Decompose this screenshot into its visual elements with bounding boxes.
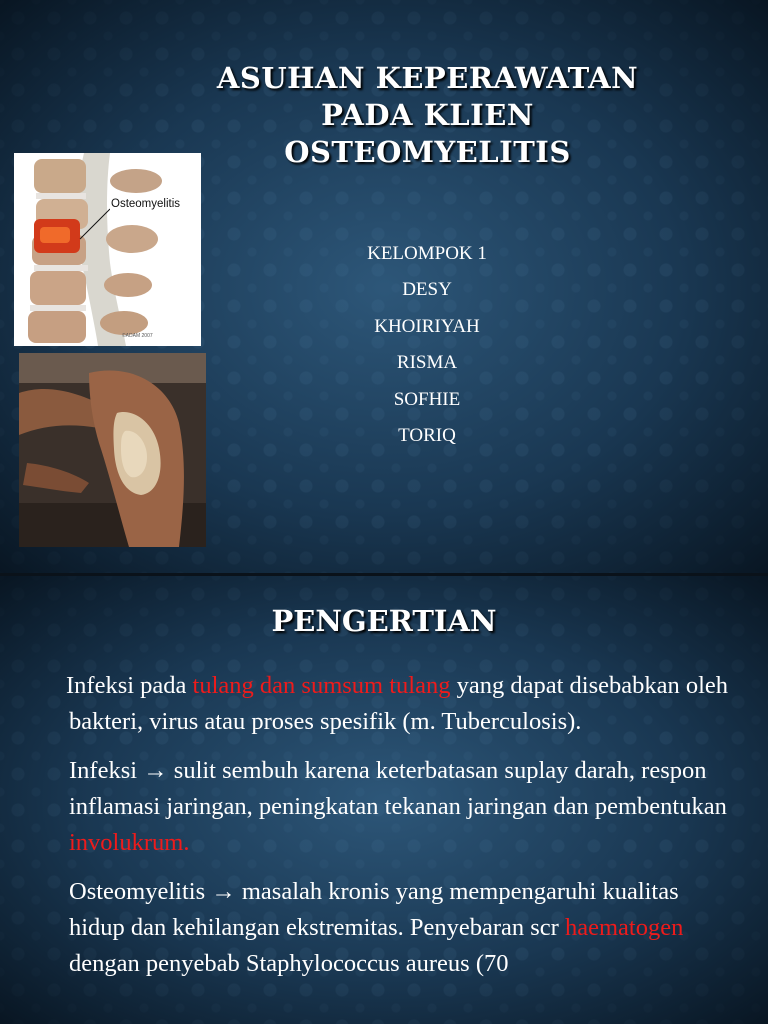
title-line-2: PADA KLIEN xyxy=(321,98,534,132)
leg-wound-photo xyxy=(19,353,206,547)
leg-photo-drawing xyxy=(19,353,206,547)
paragraph-1-rest: yang dapat disebabkan oleh bakteri, virus atau proses spesifik (m. Tuberculosis). xyxy=(69,672,729,735)
section-title: PENGERTIAN xyxy=(271,604,497,638)
paragraph-1-text: Infeksi pada xyxy=(66,672,193,699)
paragraph-2-text: Infeksi → sulit sembuh karena keterbatasan suplay darah, respon inflamasi jaringan, peningkatan tekanan jaringan dan pembentukan xyxy=(69,757,727,820)
paragraph-3 xyxy=(69,874,734,982)
member-name: DESY xyxy=(402,279,452,301)
paragraph-1 xyxy=(66,668,734,740)
spine-copyright: ©ADAM 2007 xyxy=(122,333,153,339)
slide-title xyxy=(205,60,650,171)
paragraph-2-highlight: involukrum. xyxy=(69,829,190,856)
spine-caption: Osteomyelitis xyxy=(111,198,181,210)
title-line-1: ASUHAN KEPERAWATAN xyxy=(216,61,639,95)
paragraph-1-highlight: tulang dan sumsum tulang xyxy=(192,672,451,699)
member-name: TORIQ xyxy=(398,425,456,447)
member-name: SOFHIE xyxy=(393,388,461,410)
paragraph-2 xyxy=(69,753,734,861)
member-name: RISMA xyxy=(396,352,458,374)
spine-drawing xyxy=(14,153,201,346)
group-name: KELOMPOK 1 xyxy=(367,243,487,264)
paragraph-3-highlight: haematogen xyxy=(564,914,684,941)
paragraph-3-text: Osteomyelitis → masalah kronis yang mempengaruhi kualitas hidup dan kehilangan ekstremitas. Penyebaran scr xyxy=(69,878,679,941)
paragraph-3-rest: dengan penyebab Staphylococcus aureus (70 xyxy=(69,950,509,977)
member-name: KHOIRIYAH xyxy=(374,315,480,337)
spine-illustration xyxy=(14,153,201,346)
slide-body xyxy=(66,668,734,995)
group-members-list xyxy=(327,236,527,454)
title-line-3: OSTEOMYELITIS xyxy=(284,135,571,169)
definition-slide xyxy=(0,576,768,1024)
